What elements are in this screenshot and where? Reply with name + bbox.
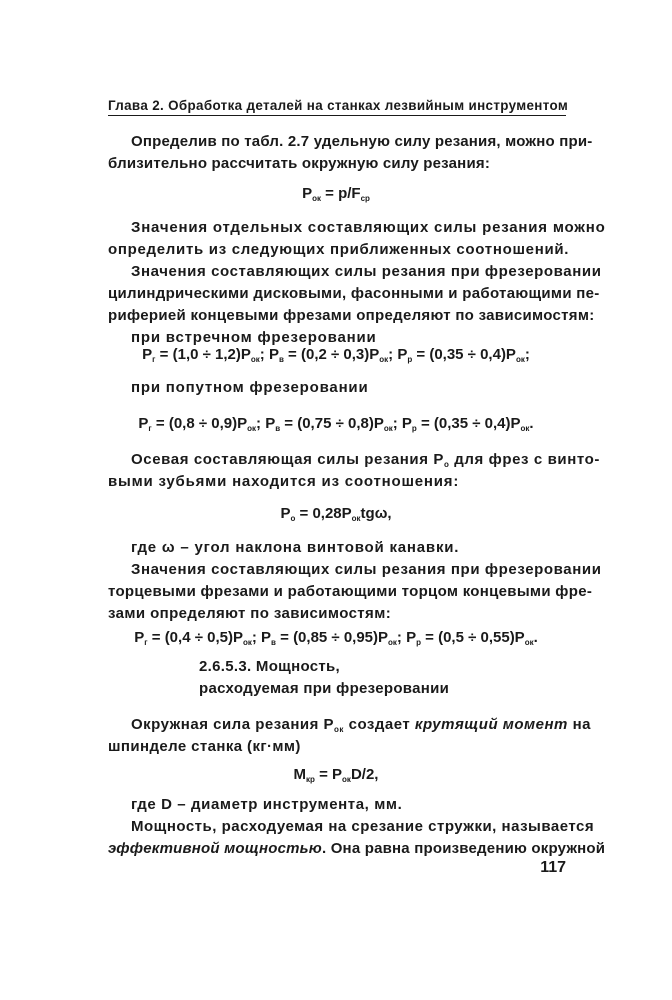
running-head: Глава 2. Обработка деталей на станках лезвийным инструментом <box>108 98 566 116</box>
emphasis-text: крутящий момент <box>414 716 568 733</box>
formula-symbol: M <box>293 766 307 783</box>
formula-subscript: ок <box>342 775 351 784</box>
formula-subscript: ок <box>515 355 525 364</box>
formula-expression: = (0,8 ÷ 0,9)P <box>151 415 248 432</box>
formula-subscript: р <box>411 424 417 433</box>
formula-symbol: P <box>142 346 153 363</box>
formula-separator: ; <box>388 346 398 363</box>
formula-symbol: P <box>280 505 291 522</box>
paragraph-line: зами определяют по зависимостям: <box>108 605 392 622</box>
formula-expression: = (0,4 ÷ 0,5)P <box>147 629 243 646</box>
text-run: Окружная сила резания P <box>131 716 335 733</box>
formula-expression: = 0,28P <box>295 505 352 522</box>
paragraph-line: где D – диаметр инструмента, мм. <box>131 796 403 813</box>
formula-subscript: в <box>278 355 284 364</box>
formula-symbol: P <box>134 629 145 646</box>
formula-expression: = (0,75 ÷ 0,8)P <box>280 415 384 432</box>
formula-subscript: ок <box>520 424 530 433</box>
paragraph-line: Значения составляющих силы резания при фрезеровании <box>131 561 602 578</box>
formula-axial-force <box>108 505 564 523</box>
formula-subscript: кр <box>306 775 315 784</box>
formula-specific-force <box>108 185 564 203</box>
formula-separator: . <box>533 629 538 646</box>
section-heading <box>199 656 449 700</box>
formula-symbol: P <box>302 185 313 202</box>
formula-expression: tgω, <box>360 505 392 522</box>
formula-subscript: ок <box>379 355 389 364</box>
formula-subscript: г <box>144 638 148 647</box>
formula-expression: = (0,2 ÷ 0,3)P <box>283 346 380 363</box>
formula-torque <box>108 766 564 784</box>
paragraph-line: близительно рассчитать окружную силу резания: <box>108 155 491 172</box>
paragraph-line: при встречном фрезеровании <box>131 329 377 346</box>
paragraph-line: Значения отдельных составляющих силы резания можно <box>131 219 606 236</box>
formula-up-milling <box>108 346 564 364</box>
paragraph-line: Мощность, расходуемая на срезание стружки, называется <box>131 818 595 835</box>
formula-separator: ; <box>259 346 269 363</box>
paragraph-line: торцевыми фрезами и работающими торцом концевыми фре- <box>108 583 593 600</box>
paragraph-line: цилиндрическими дисковыми, фасонными и работающими пе- <box>108 285 600 302</box>
formula-separator: . <box>529 415 534 432</box>
formula-subscript: в <box>275 424 281 433</box>
formula-subscript: ок <box>388 638 397 647</box>
section-heading-title: 2.6.5.3. Мощность, <box>199 658 341 675</box>
formula-symbol: P <box>401 415 412 432</box>
paragraph-line: выми зубьями находится из соотношения: <box>108 473 460 490</box>
text-run: на <box>567 716 591 733</box>
page-number: 117 <box>540 859 566 876</box>
emphasis-text: эффективной мощностью <box>108 840 322 857</box>
formula-subscript: ок <box>334 725 344 734</box>
paragraph-line: при попутном фрезеровании <box>131 379 369 396</box>
formula-expression: = p/F <box>320 185 361 202</box>
formula-subscript: р <box>407 355 413 364</box>
formula-expression: = P <box>314 766 343 783</box>
paragraph-line: где ω – угол наклона винтовой канавки. <box>131 539 460 556</box>
paragraph-line <box>108 840 606 858</box>
formula-separator: ; <box>524 346 530 363</box>
formula-separator: ; <box>396 629 407 646</box>
formula-expression: = (0,5 ÷ 0,55)P <box>420 629 525 646</box>
formula-subscript: о <box>443 460 450 469</box>
formula-subscript: ок <box>312 194 321 203</box>
text-run: создает <box>343 716 415 733</box>
paragraph-line <box>108 451 600 469</box>
formula-symbol: P <box>268 346 279 363</box>
paragraph-line: риферией концевыми фрезами определяют по зависимостям: <box>108 307 595 324</box>
text-run: для фрез с винто- <box>449 451 600 468</box>
formula-separator: ; <box>392 415 402 432</box>
formula-subscript: ок <box>351 514 361 523</box>
formula-subscript: ок <box>524 638 534 647</box>
formula-subscript: ок <box>242 638 252 647</box>
formula-symbol: P <box>138 415 149 432</box>
paragraph-line: Определив по табл. 2.7 удельную силу резания, можно при- <box>131 133 593 150</box>
formula-expression: = (1,0 ÷ 1,2)P <box>155 346 251 363</box>
formula-face-milling <box>108 629 564 647</box>
paragraph-line: шпинделе станка (кг·мм) <box>108 738 301 755</box>
formula-symbol: P <box>261 629 272 646</box>
formula-expression: = (0,35 ÷ 0,4)P <box>416 415 521 432</box>
formula-subscript: ср <box>360 194 370 203</box>
formula-subscript: г <box>148 424 152 433</box>
formula-separator: ; <box>251 629 262 646</box>
formula-symbol: P <box>265 415 276 432</box>
section-heading-subtitle: расходуемая при фрезеровании <box>199 680 450 697</box>
formula-expression: D/2, <box>350 766 379 783</box>
formula-subscript: ок <box>247 424 257 433</box>
formula-subscript: ок <box>383 424 393 433</box>
formula-expression: = (0,35 ÷ 0,4)P <box>412 346 516 363</box>
formula-subscript: р <box>416 638 421 647</box>
formula-symbol: P <box>397 346 408 363</box>
formula-subscript: в <box>271 638 276 647</box>
text-run: Осевая составляющая силы резания P <box>131 451 444 468</box>
paragraph-line: определить из следующих приближенных соотношений. <box>108 241 570 258</box>
text-run: . Она равна произведению окружной <box>321 840 606 857</box>
paragraph-line: Значения составляющих силы резания при фрезеровании <box>131 263 602 280</box>
formula-subscript: г <box>152 355 156 364</box>
formula-symbol: P <box>406 629 417 646</box>
formula-subscript: о <box>290 514 296 523</box>
formula-separator: ; <box>256 415 266 432</box>
paragraph-line <box>108 716 591 734</box>
formula-down-milling <box>108 415 564 433</box>
formula-expression: = (0,85 ÷ 0,95)P <box>275 629 389 646</box>
formula-subscript: ок <box>250 355 260 364</box>
